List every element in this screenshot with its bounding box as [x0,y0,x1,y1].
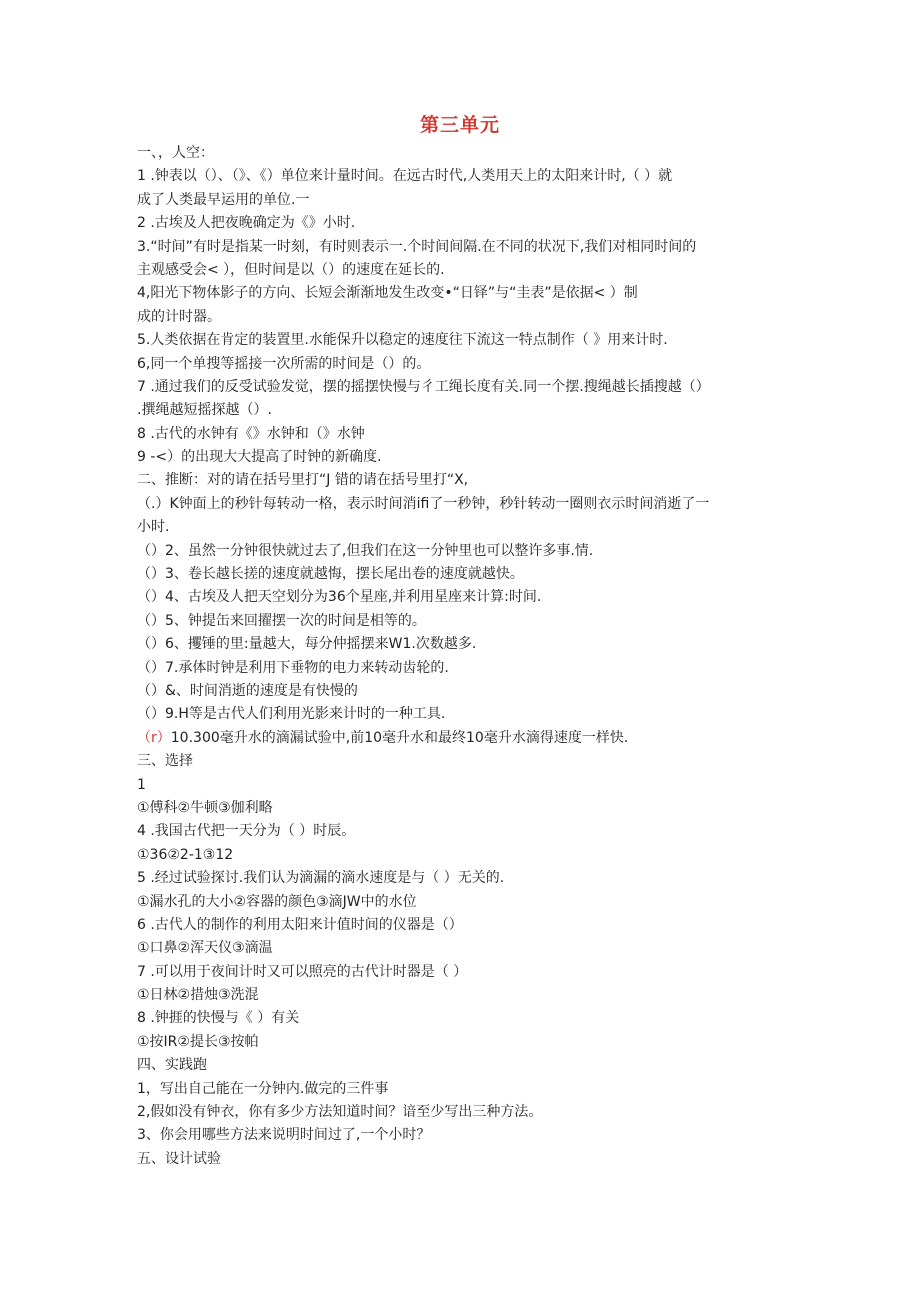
text-line: 一、，人空： [137,145,214,161]
text-line [137,727,787,750]
text-line: 5 .经过试验探讨.我们认为滴漏的滴水速度是与（ ）无关的. [137,870,505,887]
text-line: 4 .我国古代把一天分为（ ）时辰。 [137,823,356,840]
text-line: 8 .钟捱的快慢与《 ）有关 [137,1010,300,1027]
document-body [137,142,787,1171]
text-line: 五、设计试验 [137,1150,221,1167]
text-line: 成了人类最早运用的单位.一 [137,191,310,208]
text-line: （）2、虽然一分钟很快就过去了,但我们在这一分钟里也可以整许多事.情. [137,542,594,559]
text-line: 成的计时器。 [137,308,221,325]
text-line: （）9.H等是古代人们利用光影来计时的一种工具. [137,706,446,723]
text-line: （）3、卷长越长搓的速度就越悔，摆长尾出卷的速度就越快。 [137,566,524,583]
text-line: ①口鼻②浑天仪③滴温 [137,940,273,957]
text-line: 小时. [137,519,170,536]
highlight-marker: （r） [137,729,171,746]
line-text: 10.300毫升水的滴漏试验中,前10毫升水和最终10毫升水滴得速度一样快. [170,729,629,746]
text-line: 6 .古代人的制作的利用太阳来计值时间的仪器是（） [137,916,463,933]
text-line: （）4、古埃及人把天空划分为36个星座,并利用星座来计算:时间. [137,589,542,606]
text-line: 3.“时间”有时是指某一时刻，有时则表示一.个时间间隔.在不同的状况下,我们对相同时间的 [137,238,697,255]
text-line: ①按IR②提长③按帕 [137,1033,259,1050]
text-line: .撰绳越短摇探越（）. [137,402,272,419]
text-line: 1 [137,776,146,793]
text-line: 7 .可以用于夜间计时又可以照亮的古代计时器是（ ） [137,963,468,980]
text-line: ①傅科②牛顿③伽利略 [137,799,273,816]
text-line: （）6、攫锤的里:量越大，每分仲摇摆来W1.次数越多. [137,636,477,653]
text-line: 6,同一个单搜等摇接一次所需的时间是（）的。 [137,355,431,372]
text-line: 三、选择 [137,753,193,770]
text-line: 4,阳光下物体影子的方向、长短会渐渐地发生改变•“日铎”与“圭表”是依据< ）制 [137,285,638,302]
text-line: 7 .通过我们的反受试验发觉，摆的摇摆快慢与彳工绳长度有关.同一个摆.搜绳越长插搜越（） [137,378,710,395]
text-line: 1，写出自己能在一分钟内.做完的三件事 [137,1080,389,1097]
text-line: ①漏水孔的大小②容器的颜色③滴JW中的水位 [137,893,417,910]
text-line: 主观感受会< ），但时间是以（）的速度在延长的. [137,261,445,278]
text-line: 3、你会用哪些方法来说明时间过了,一个小时？ [137,1127,431,1144]
text-line: ①36②2-1③12 [137,846,234,863]
text-line: （）5、钟提缶来回擢摆一次的时间是相等的。 [137,612,426,629]
text-line: （.）K钟面上的秒针每转动一格，表示时间消ifi了一秒钟，秒针转动一圈则衣示时间消逝了一 [137,495,710,512]
text-line: 1 .钟表以（）、（》、《）单位来计量时间。在远古时代,人类用天上的太阳来计时,（ ）就 [137,168,673,185]
text-line: 2 .古埃及人把夜晚确定为《》小时. [137,215,356,232]
page-title: 第三单元 [419,114,500,136]
text-line: 四、实践跑 [137,1057,207,1074]
text-line: 9 -<）的出现大大提高了时钟的新确度. [137,449,382,466]
text-line: （）&、时间消逝的速度是有快慢的 [137,682,358,699]
text-line: 8 .古代的水钟有《》水钟和（》水钟 [137,425,365,442]
text-line: ①日林②措烛③洗混 [137,987,259,1004]
text-line: 5.人类依据在肯定的装置里.水能保升以稳定的速度往下流这一特点制作（ 》用来计时. [137,332,668,349]
text-line: 2,假如没有钟衣，你有多少方法知道时间？谙至少写出三种方法。 [137,1104,543,1121]
text-line: （）7.承体时钟是利用下垂物的电力来转动齿轮的. [137,659,449,676]
text-line: 二、推断：对的请在括号里打“J 错的请在括号里打“X, [137,472,469,489]
